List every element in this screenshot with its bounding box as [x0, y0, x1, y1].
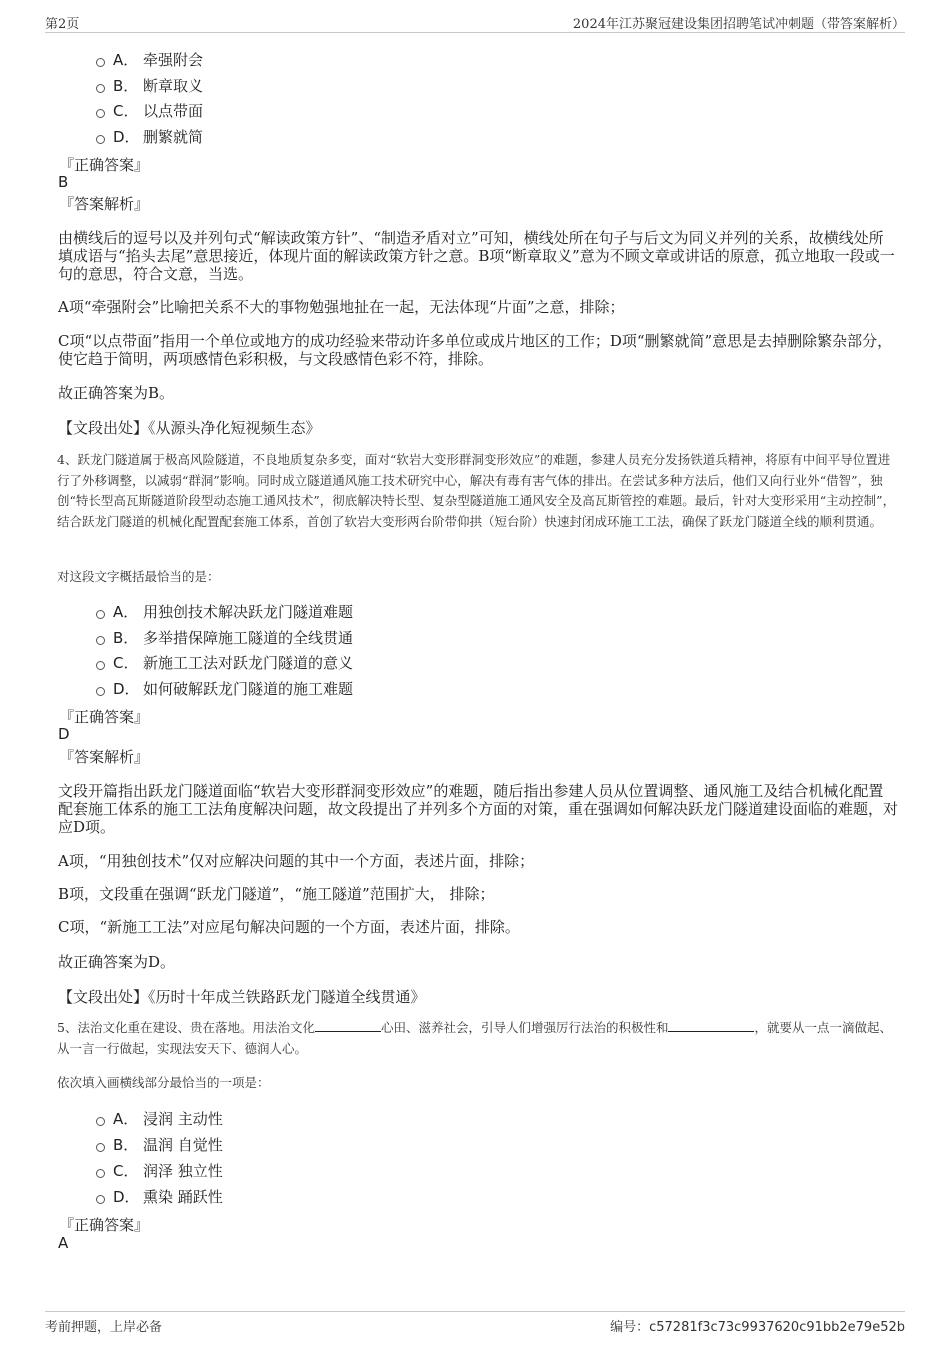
q4-question-text: 4、跃龙门隧道属于极高风险隧道，不良地质复杂多变，面对“软岩大变形群洞变形效应”的难题，参建人员充分发扬铁道兵精神，将原有中间平导位置进行了外移调整，以减弱“群洞”影响。同时成立隧道通风施工技术研究中心，解决有毒有害气体的排出。在尝试多种方法后，他们又向行业外“借智”，独创“特长型高瓦斯隧道阶段型动态施工通风技术”，彻底解决特长型、复杂型隧道施工通风安全及高瓦斯管控的难题。最后，针对大变形采用“主动控制”，结合跃龙门隧道的机械化配置配套施工体系，首创了软岩大变形两台阶带仰拱（短台阶）快速封闭成环施工工法，确保了跃龙门隧道全线的顺利贯通。	[57, 452, 896, 529]
q4-option-b[interactable]: B． 多举措保障施工隧道的全线贯通	[96, 626, 353, 648]
q4-option-c[interactable]: C． 新施工工法对跃龙门隧道的意义	[96, 651, 353, 673]
radio-icon[interactable]	[96, 687, 105, 696]
q4-option-d[interactable]: D． 如何破解跃龙门隧道的施工难题	[96, 677, 353, 699]
q4-correct-label: 『正确答案』	[59, 708, 150, 726]
q5-option-b[interactable]: B． 温润 自觉性	[96, 1133, 223, 1155]
q4-option-a[interactable]: A． 用独创技术解决跃龙门隧道难题	[96, 600, 353, 622]
q3-option-d[interactable]: D． 删繁就简	[96, 125, 203, 147]
page-footer	[45, 1311, 905, 1334]
fill-blank-2	[668, 1020, 754, 1032]
q4-source: 【文段出处】《历时十年成兰铁路跃龙门隧道全线贯通》	[58, 988, 426, 1006]
q3-correct-label: 『正确答案』	[59, 156, 150, 174]
q4-analysis-para-3: B项，文段重在强调“跃龙门隧道”，“施工隧道”范围扩大， 排除；	[58, 885, 495, 903]
page-header	[45, 10, 905, 33]
q5-correct-value: A	[58, 1234, 69, 1252]
q3-analysis-label: 『答案解析』	[59, 195, 150, 213]
q3-option-b[interactable]: B． 断章取义	[96, 74, 203, 96]
q3-correct-value: B	[58, 173, 69, 191]
q5-question-text: 5、法治文化重在建设、贵在落地。用法治文化 心田、滋养社会，引导人们增强厉行法治的积极性和 ，就要从一点一滴做起、从一言一行做起，实现法安天下、德润人心。	[57, 1020, 892, 1056]
q4-correct-value: D	[58, 725, 70, 743]
q3-analysis-para-1: 由横线后的逗号以及并列句式“解读政策方针”、“制造矛盾对立”可知，横线处所在句子与后文为同义并列的关系，故横线处所填成语与“掐头去尾”意思接近，体现片面的解读政策方针之意。B项“断章取义”意为不顾文章或讲话的原意，孤立地取一段或一句的意思，符合文意，当选。	[58, 229, 895, 283]
q3-option-c[interactable]: C． 以点带面	[96, 99, 203, 121]
radio-icon[interactable]	[96, 1169, 105, 1178]
document-title: 2024年江苏聚冠建设集团招聘笔试冲刺题（带答案解析）	[572, 17, 905, 32]
q4-analysis-para-5: 故正确答案为D。	[58, 953, 176, 971]
page-number: 第2页	[45, 17, 80, 32]
q5-option-c[interactable]: C． 润泽 独立性	[96, 1159, 223, 1181]
q5-option-a[interactable]: A． 浸润 主动性	[96, 1107, 223, 1129]
radio-icon[interactable]	[96, 109, 105, 118]
q3-source: 【文段出处】《从源头净化短视频生态》	[58, 419, 321, 437]
q5-prompt: 依次填入画横线部分最恰当的一项是：	[57, 1075, 270, 1090]
q3-analysis-para-2: A项“牵强附会”比喻把关系不大的事物勉强地扯在一起，无法体现“片面”之意，排除；	[58, 298, 625, 316]
document-code: 编号：c57281f3c73c9937620c91bb2e79e52b	[610, 1320, 905, 1335]
radio-icon[interactable]	[96, 84, 105, 93]
radio-icon[interactable]	[96, 1117, 105, 1126]
footer-slogan: 考前押题，上岸必备	[45, 1320, 163, 1335]
radio-icon[interactable]	[96, 58, 105, 67]
q4-prompt: 对这段文字概括最恰当的是：	[57, 569, 220, 584]
radio-icon[interactable]	[96, 636, 105, 645]
q3-analysis-para-3: C项“以点带面”指用一个单位或地方的成功经验来带动许多单位或成片地区的工作；D项“删繁就简”意思是去掉删除繁杂部分，使它趋于简明，两项感情色彩积极，与文段感情色彩不符，排除。	[58, 332, 893, 368]
fill-blank-1	[315, 1020, 381, 1032]
q3-analysis-para-4: 故正确答案为B。	[58, 384, 175, 402]
q4-analysis-para-1: 文段开篇指出跃龙门隧道面临“软岩大变形群洞变形效应”的难题，随后指出参建人员从位置调整、通风施工及结合机械化配置配套施工体系的施工工法角度解决问题，故文段提出了并列多个方面的对策，重在强调如何解决跃龙门隧道建设面临的难题，对应D项。	[58, 782, 899, 836]
q4-analysis-para-4: C项，“新施工工法”对应尾句解决问题的一个方面，表述片面，排除。	[58, 918, 520, 936]
radio-icon[interactable]	[96, 1195, 105, 1204]
radio-icon[interactable]	[96, 610, 105, 619]
radio-icon[interactable]	[96, 135, 105, 144]
q5-correct-label: 『正确答案』	[59, 1216, 150, 1234]
q5-option-d[interactable]: D． 熏染 踊跃性	[96, 1185, 223, 1207]
q4-analysis-para-2: A项，“用独创技术”仅对应解决问题的其中一个方面，表述片面，排除；	[58, 852, 535, 870]
q4-analysis-label: 『答案解析』	[59, 748, 150, 766]
radio-icon[interactable]	[96, 661, 105, 670]
radio-icon[interactable]	[96, 1143, 105, 1152]
q3-option-a[interactable]: A． 牵强附会	[96, 48, 203, 70]
